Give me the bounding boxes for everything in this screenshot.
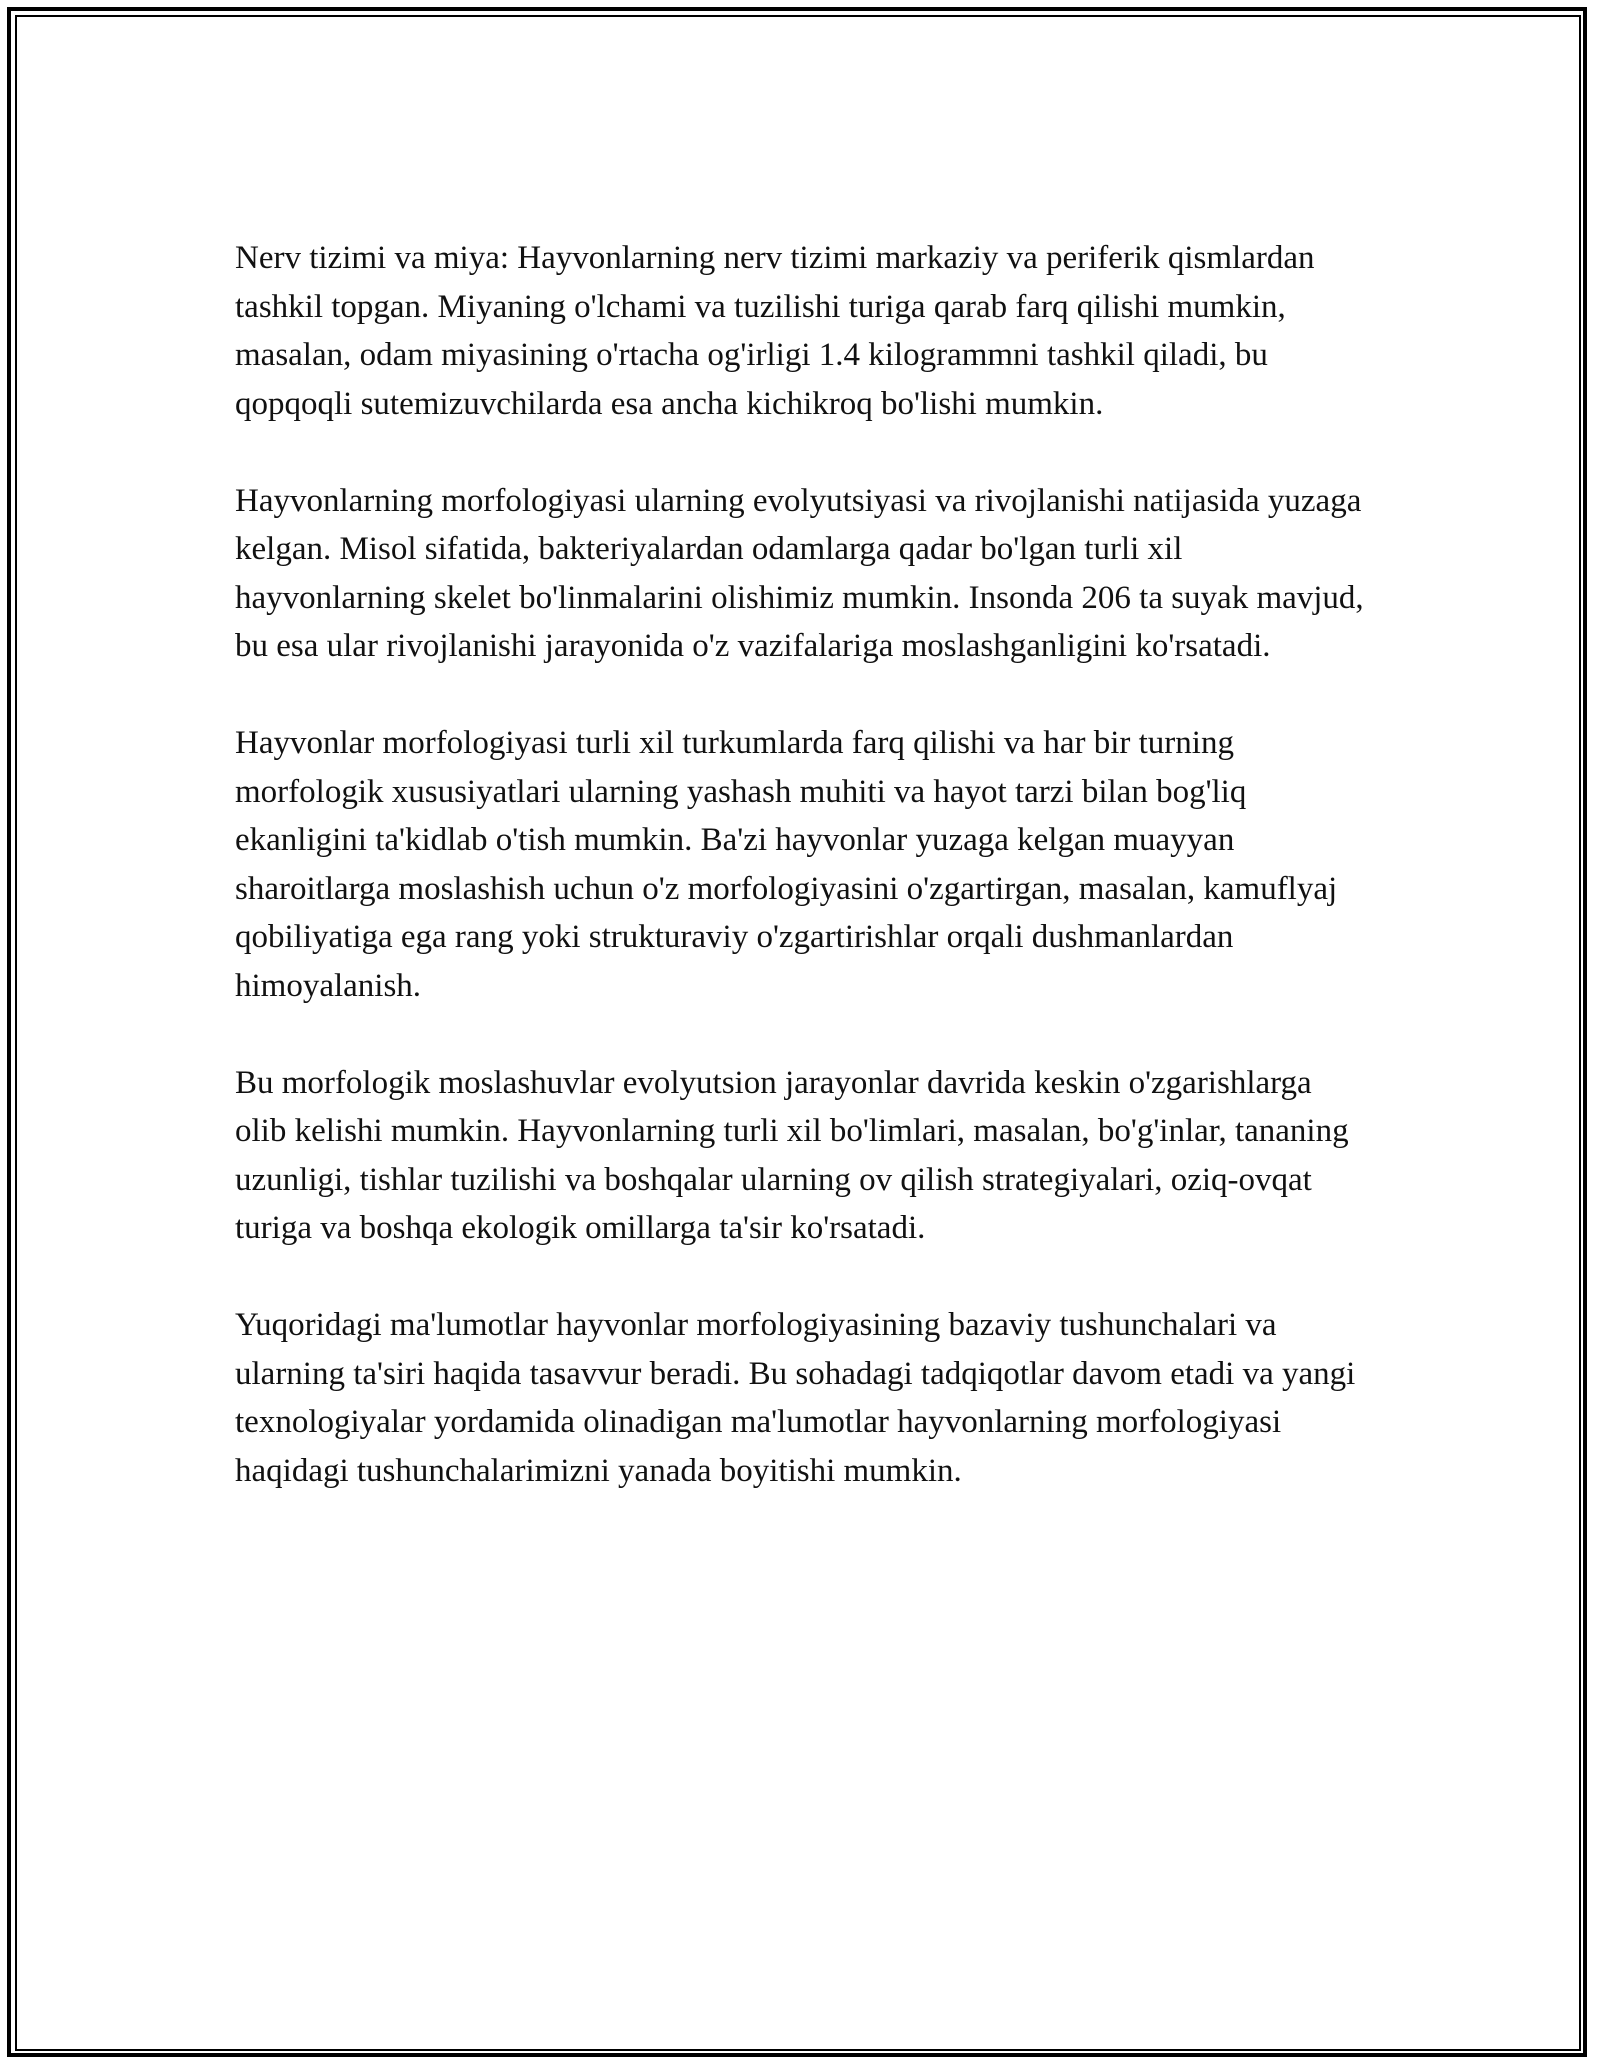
paragraph-nerve-system: Nerv tizimi va miya: Hayvonlarning nerv tizimi markaziy va periferik qismlardan tashkil topgan. Miyaning o'lchami va tuzilishi turiga qarab farq qilishi mumkin, masalan, odam miyasining o'rtacha og'irligi 1.4 kilogrammni tashkil qiladi, bu qopqoqli sutemizuvchilarda esa ancha kichikroq bo'lishi mumkin. bbox=[235, 240, 1315, 422]
paragraph-conclusion: Yuqoridagi ma'lumotlar hayvonlar morfologiyasining bazaviy tushunchalari va ularning ta'siri haqida tasavvur beradi. Bu sohadagi tadqiqotlar davom etadi va yangi texnologiyalar yordamida olinadigan ma'lumotlar hayvonlarning morfologiyasi haqidagi tushunchalarimizni yanada boyitishi mumkin. bbox=[235, 1307, 1356, 1489]
paragraph-morphological-changes: Bu morfologik moslashuvlar evolyutsion jarayonlar davrida keskin o'zgarishlarga olib kelishi mumkin. Hayvonlarning turli xil bo'limlari, masalan, bo'g'inlar, tananing uzunligi, tishlar tuzilishi va boshqalar ularning ov qilish strategiyalari, oziq-ovqat turiga va boshqa ekologik omillarga ta'sir ko'rsatadi. bbox=[235, 1064, 1349, 1246]
paragraph-morphology-adaptation: Hayvonlar morfologiyasi turli xil turkumlarda farq qilishi va har bir turning morfologik xususiyatlari ularning yashash muhiti va hayot tarzi bilan bog'liq ekanligini ta'kidlab o'tish mumkin. Ba'zi hayvonlar yuzaga kelgan muayyan sharoitlarga moslashish uchun o'z morfologiyasini o'zgartirgan, masalan, kamuflyaj qobiliyatiga ega rang yoki strukturaviy o'zgartirishlar orqali dushmanlardan himoyalanish. bbox=[235, 725, 1338, 1004]
paragraph-morphology-evolution: Hayvonlarning morfologiyasi ularning evolyutsiyasi va rivojlanishi natijasida yuzaga kelgan. Misol sifatida, bakteriyalardan odamlarga qadar bo'lgan turli xil hayvonlarning skelet bo'linmalarini olishimiz mumkin. Insonda 206 ta suyak mavjud, bu esa ular rivojlanishi jarayonida o'z vazifalariga moslashganligini ko'rsatadi. bbox=[235, 482, 1364, 664]
document-body bbox=[235, 234, 1365, 1544]
